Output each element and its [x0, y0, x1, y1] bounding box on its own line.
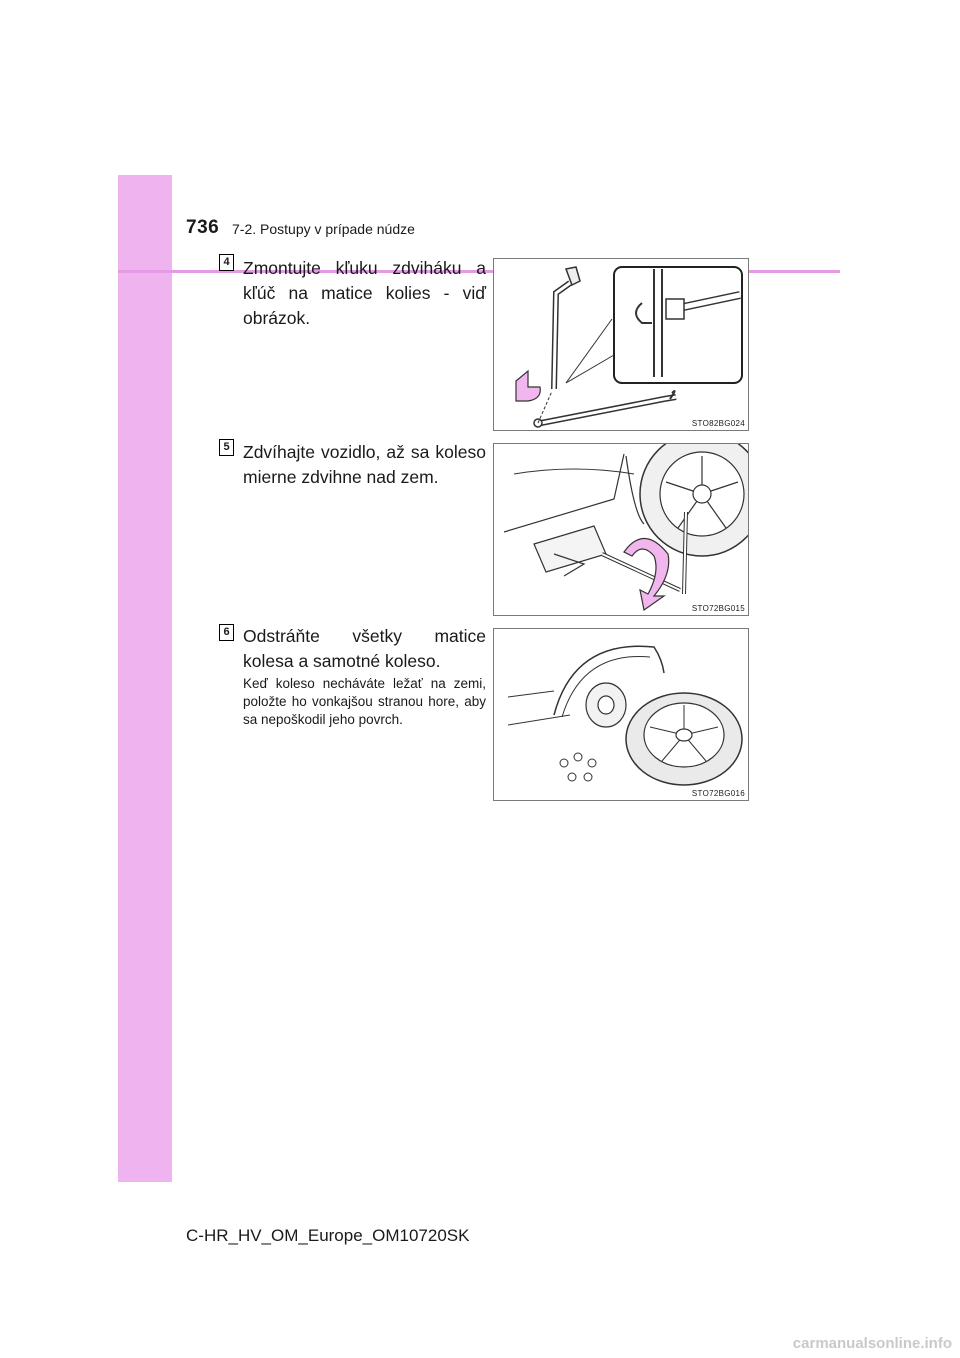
- step-4-badge: 4: [219, 254, 234, 271]
- step-6-note: Keď koleso necháváte ležať na zemi, položte ho vonkajšou stranou hore, aby sa nepoškodil jeho povrch.: [243, 676, 486, 727]
- figure-4-code: STO82BG024: [691, 419, 745, 428]
- page-number: 736: [186, 217, 220, 238]
- chapter-sidebar-tab: [118, 175, 172, 1182]
- figure-5-code: STO72BG015: [691, 604, 745, 613]
- figure-remove-wheel: [493, 628, 749, 801]
- jack-handle-illustration: [494, 259, 749, 431]
- figure-raise-vehicle: [493, 443, 749, 616]
- remove-wheel-illustration: [494, 629, 749, 801]
- step-6-badge: 6: [219, 624, 234, 641]
- step-6-text: Odstráňte všetky matice kolesa a samotné koleso.: [243, 626, 486, 671]
- document-code: C-HR_HV_OM_Europe_OM10720SK: [186, 1226, 470, 1245]
- raise-vehicle-illustration: [494, 444, 749, 616]
- figure-6-code: STO72BG016: [691, 789, 745, 798]
- step-4-text: Zmontujte kľuku zdviháku a kľúč na matice kolies - viď obrázok.: [243, 258, 486, 328]
- step-5-badge: 5: [219, 439, 234, 456]
- section-title: 7-2. Postupy v prípade núdze: [232, 221, 415, 237]
- step-5-text: Zdvíhajte vozidlo, až sa koleso mierne zdvihne nad zem.: [243, 442, 486, 487]
- watermark-text: carmanualsonline.info: [792, 1335, 952, 1352]
- figure-assemble-jack-handle: [493, 258, 749, 431]
